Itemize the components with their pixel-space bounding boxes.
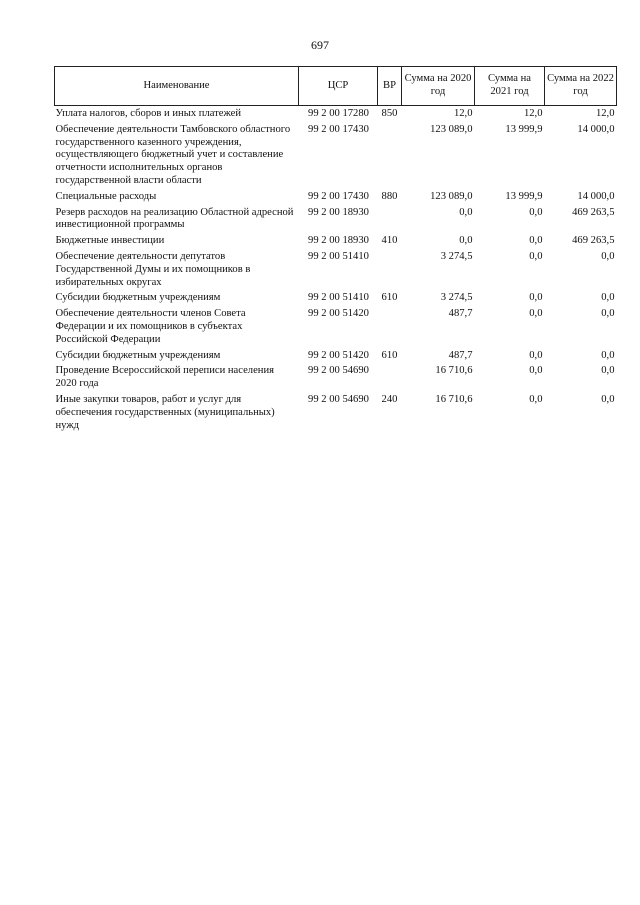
row-sum-2020: 0,0 (459, 206, 473, 218)
row-sum-2020: 16 710,6 (435, 365, 473, 377)
row-sum-2020: 3 274,5 (440, 292, 473, 304)
row-sum-2022: 0,0 (601, 349, 615, 361)
row-csr: 99 2 00 54690 (308, 393, 369, 405)
row-csr: 99 2 00 51420 (308, 349, 369, 361)
row-vr: 610 (381, 349, 398, 361)
header-sum-2020: Сумма на 2020 год (402, 67, 475, 106)
row-vr: 410 (381, 235, 398, 247)
row-name: Обеспечение деятельности Тамбовского областного государственного казенного учреждения, осуществляющего бюджетный учет и составление отчетности исполнительных органов государственной власти области (55, 123, 291, 186)
table-row (55, 291, 617, 307)
header-vr: ВР (378, 67, 402, 106)
row-sum-2022: 12,0 (595, 108, 615, 119)
row-sum-2020: 16 710,6 (435, 393, 473, 405)
row-name: Обеспечение деятельности членов Совета Федерации и их помощников в субъектах Российской Федерации (55, 308, 246, 345)
row-sum-2022: 0,0 (601, 308, 615, 320)
row-sum-2021: 0,0 (529, 235, 543, 247)
row-csr: 99 2 00 51410 (308, 292, 369, 304)
row-name: Иные закупки товаров, работ и услуг для обеспечения государственных (муниципальных) нужд (55, 393, 275, 431)
table-body (55, 106, 617, 435)
table-row (55, 106, 617, 123)
row-sum-2022: 14 000,0 (577, 190, 615, 202)
table-row (55, 307, 617, 348)
table-row (55, 190, 617, 206)
table-row (55, 349, 617, 365)
row-csr: 99 2 00 17280 (308, 108, 369, 119)
row-name: Резерв расходов на реализацию Областной адресной инвестиционной программы (55, 206, 294, 231)
row-sum-2021: 0,0 (529, 308, 543, 320)
header-name: Наименование (55, 67, 299, 106)
row-name: Бюджетные инвестиции (55, 235, 165, 247)
table-row (55, 250, 617, 291)
row-vr (378, 307, 402, 348)
row-name: Субсидии бюджетным учреждениям (55, 349, 221, 361)
row-csr: 99 2 00 54690 (308, 365, 369, 377)
row-sum-2021: 13 999,9 (505, 190, 543, 202)
row-csr: 99 2 00 51410 (308, 250, 369, 262)
row-sum-2020: 123 089,0 (430, 190, 473, 202)
row-vr: 880 (381, 190, 398, 202)
row-sum-2021: 0,0 (529, 292, 543, 304)
header-sum-2022: Сумма на 2022 год (545, 67, 617, 106)
row-sum-2020: 12,0 (453, 108, 473, 119)
header-sum-2021: Сумма на 2021 год (475, 67, 545, 106)
row-sum-2022: 0,0 (601, 393, 615, 405)
row-vr (378, 250, 402, 291)
table-row (55, 123, 617, 190)
row-name: Субсидии бюджетным учреждениям (55, 292, 221, 304)
row-sum-2021: 13 999,9 (505, 123, 543, 135)
table-header (55, 67, 617, 106)
page-number: 697 (311, 38, 329, 52)
row-csr: 99 2 00 17430 (308, 190, 369, 202)
table-row (55, 206, 617, 235)
row-csr: 99 2 00 51420 (308, 308, 369, 320)
header-csr: ЦСР (299, 67, 378, 106)
header-row (55, 67, 617, 106)
table-row (55, 234, 617, 250)
budget-table (54, 66, 617, 434)
row-sum-2021: 0,0 (529, 206, 543, 218)
row-sum-2020: 487,7 (448, 308, 473, 320)
row-sum-2022: 0,0 (601, 250, 615, 262)
row-sum-2020: 0,0 (459, 235, 473, 247)
row-sum-2021: 12,0 (523, 108, 543, 119)
row-sum-2021: 0,0 (529, 365, 543, 377)
row-sum-2020: 487,7 (448, 349, 473, 361)
row-sum-2021: 0,0 (529, 250, 543, 262)
row-vr: 610 (381, 292, 398, 304)
row-name: Обеспечение деятельности депутатов Государственной Думы и их помощников в избирательных округах (55, 250, 251, 288)
row-csr: 99 2 00 18930 (308, 206, 369, 218)
row-csr: 99 2 00 18930 (308, 235, 369, 247)
row-sum-2022: 469 263,5 (572, 206, 615, 218)
row-csr: 99 2 00 17430 (308, 123, 369, 135)
row-sum-2020: 3 274,5 (440, 250, 473, 262)
row-name: Специальные расходы (55, 190, 157, 202)
row-sum-2022: 14 000,0 (577, 123, 615, 135)
row-sum-2020: 123 089,0 (430, 123, 473, 135)
row-sum-2022: 469 263,5 (572, 235, 615, 247)
row-name: Уплата налогов, сборов и иных платежей (55, 108, 242, 119)
row-vr (378, 206, 402, 235)
row-sum-2022: 0,0 (601, 365, 615, 377)
row-vr (378, 123, 402, 190)
row-sum-2021: 0,0 (529, 349, 543, 361)
table-row (55, 393, 617, 434)
table-row (55, 364, 617, 393)
row-vr: 850 (381, 108, 398, 119)
row-sum-2021: 0,0 (529, 393, 543, 405)
row-vr (378, 364, 402, 393)
row-name: Проведение Всероссийской переписи населения 2020 года (55, 365, 274, 390)
row-vr: 240 (381, 393, 398, 405)
row-sum-2022: 0,0 (601, 292, 615, 304)
